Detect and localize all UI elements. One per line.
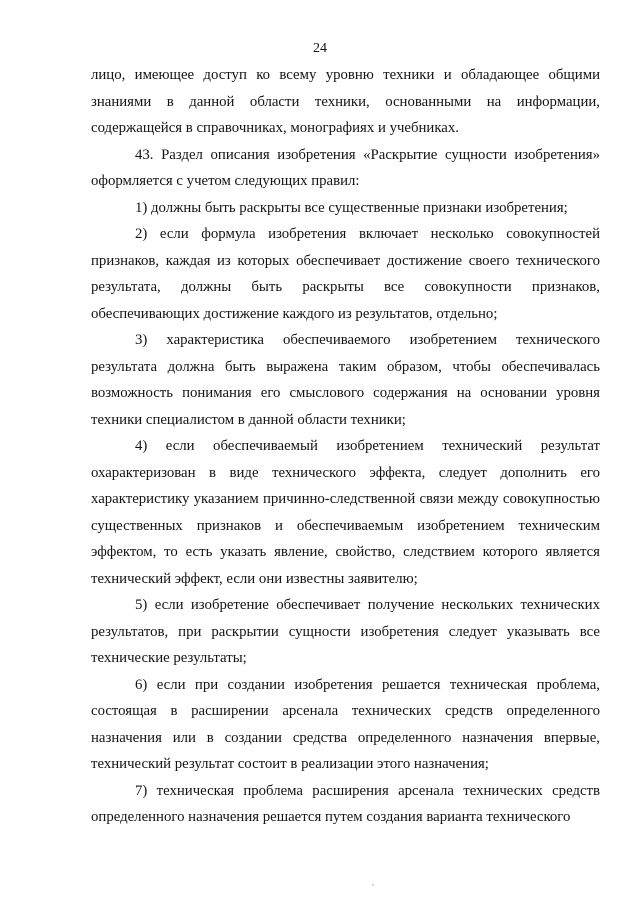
paragraph-rule-7: 7) техническая проблема расширения арсенала технических средств определенного назначения решается путем создания варианта технического — [91, 782, 600, 825]
paragraph-continuation: лицо, имеющее доступ ко всему уровню техники и обладающее общими знаниями в данной области техники, основанными на информации, содержащейся в справочниках, монографиях и учебниках. — [91, 67, 600, 136]
paragraph-section-43: 43. Раздел описания изобретения «Раскрытие сущности изобретения» оформляется с учетом следующих правил: — [91, 146, 600, 189]
scan-artifact-dot — [372, 884, 374, 886]
document-body — [91, 62, 600, 831]
paragraph-rule-5: 5) если изобретение обеспечивает получение нескольких технических результатов, при раскрытии сущности изобретения следует указывать все технические результаты; — [91, 597, 600, 666]
paragraph-rule-1: 1) должны быть раскрыты все существенные признаки изобретения; — [135, 199, 568, 216]
paragraph-rule-4: 4) если обеспечиваемый изобретением технический результат охарактеризован в виде технического эффекта, следует дополнить его характеристику указанием причинно-следственной связи между совокупностью существенных признаков и обеспечиваемым изобретением техническим эффектом, то есть указать явление, свойство, следствием которого является технический эффект, если они известны заявителю; — [91, 438, 600, 587]
paragraph-rule-3: 3) характеристика обеспечиваемого изобретением технического результата должна быть выражена таким образом, чтобы обеспечивалась возможность понимания его смыслового содержания на основании уровня техники специалистом в данной области техники; — [91, 332, 600, 428]
paragraph-rule-6: 6) если при создании изобретения решается техническая проблема, состоящая в расширении арсенала технических средств определенного назначения или в создании средства определенного назначения впервые, технический результат состоит в реализации этого назначения; — [91, 676, 600, 772]
page-number: 24 — [313, 41, 327, 56]
paragraph-rule-2: 2) если формула изобретения включает несколько совокупностей признаков, каждая из которых обеспечивает достижение своего технического результата, должны быть раскрыты все совокупности признаков, обеспечивающих достижение каждого из результатов, отдельно; — [91, 226, 600, 322]
